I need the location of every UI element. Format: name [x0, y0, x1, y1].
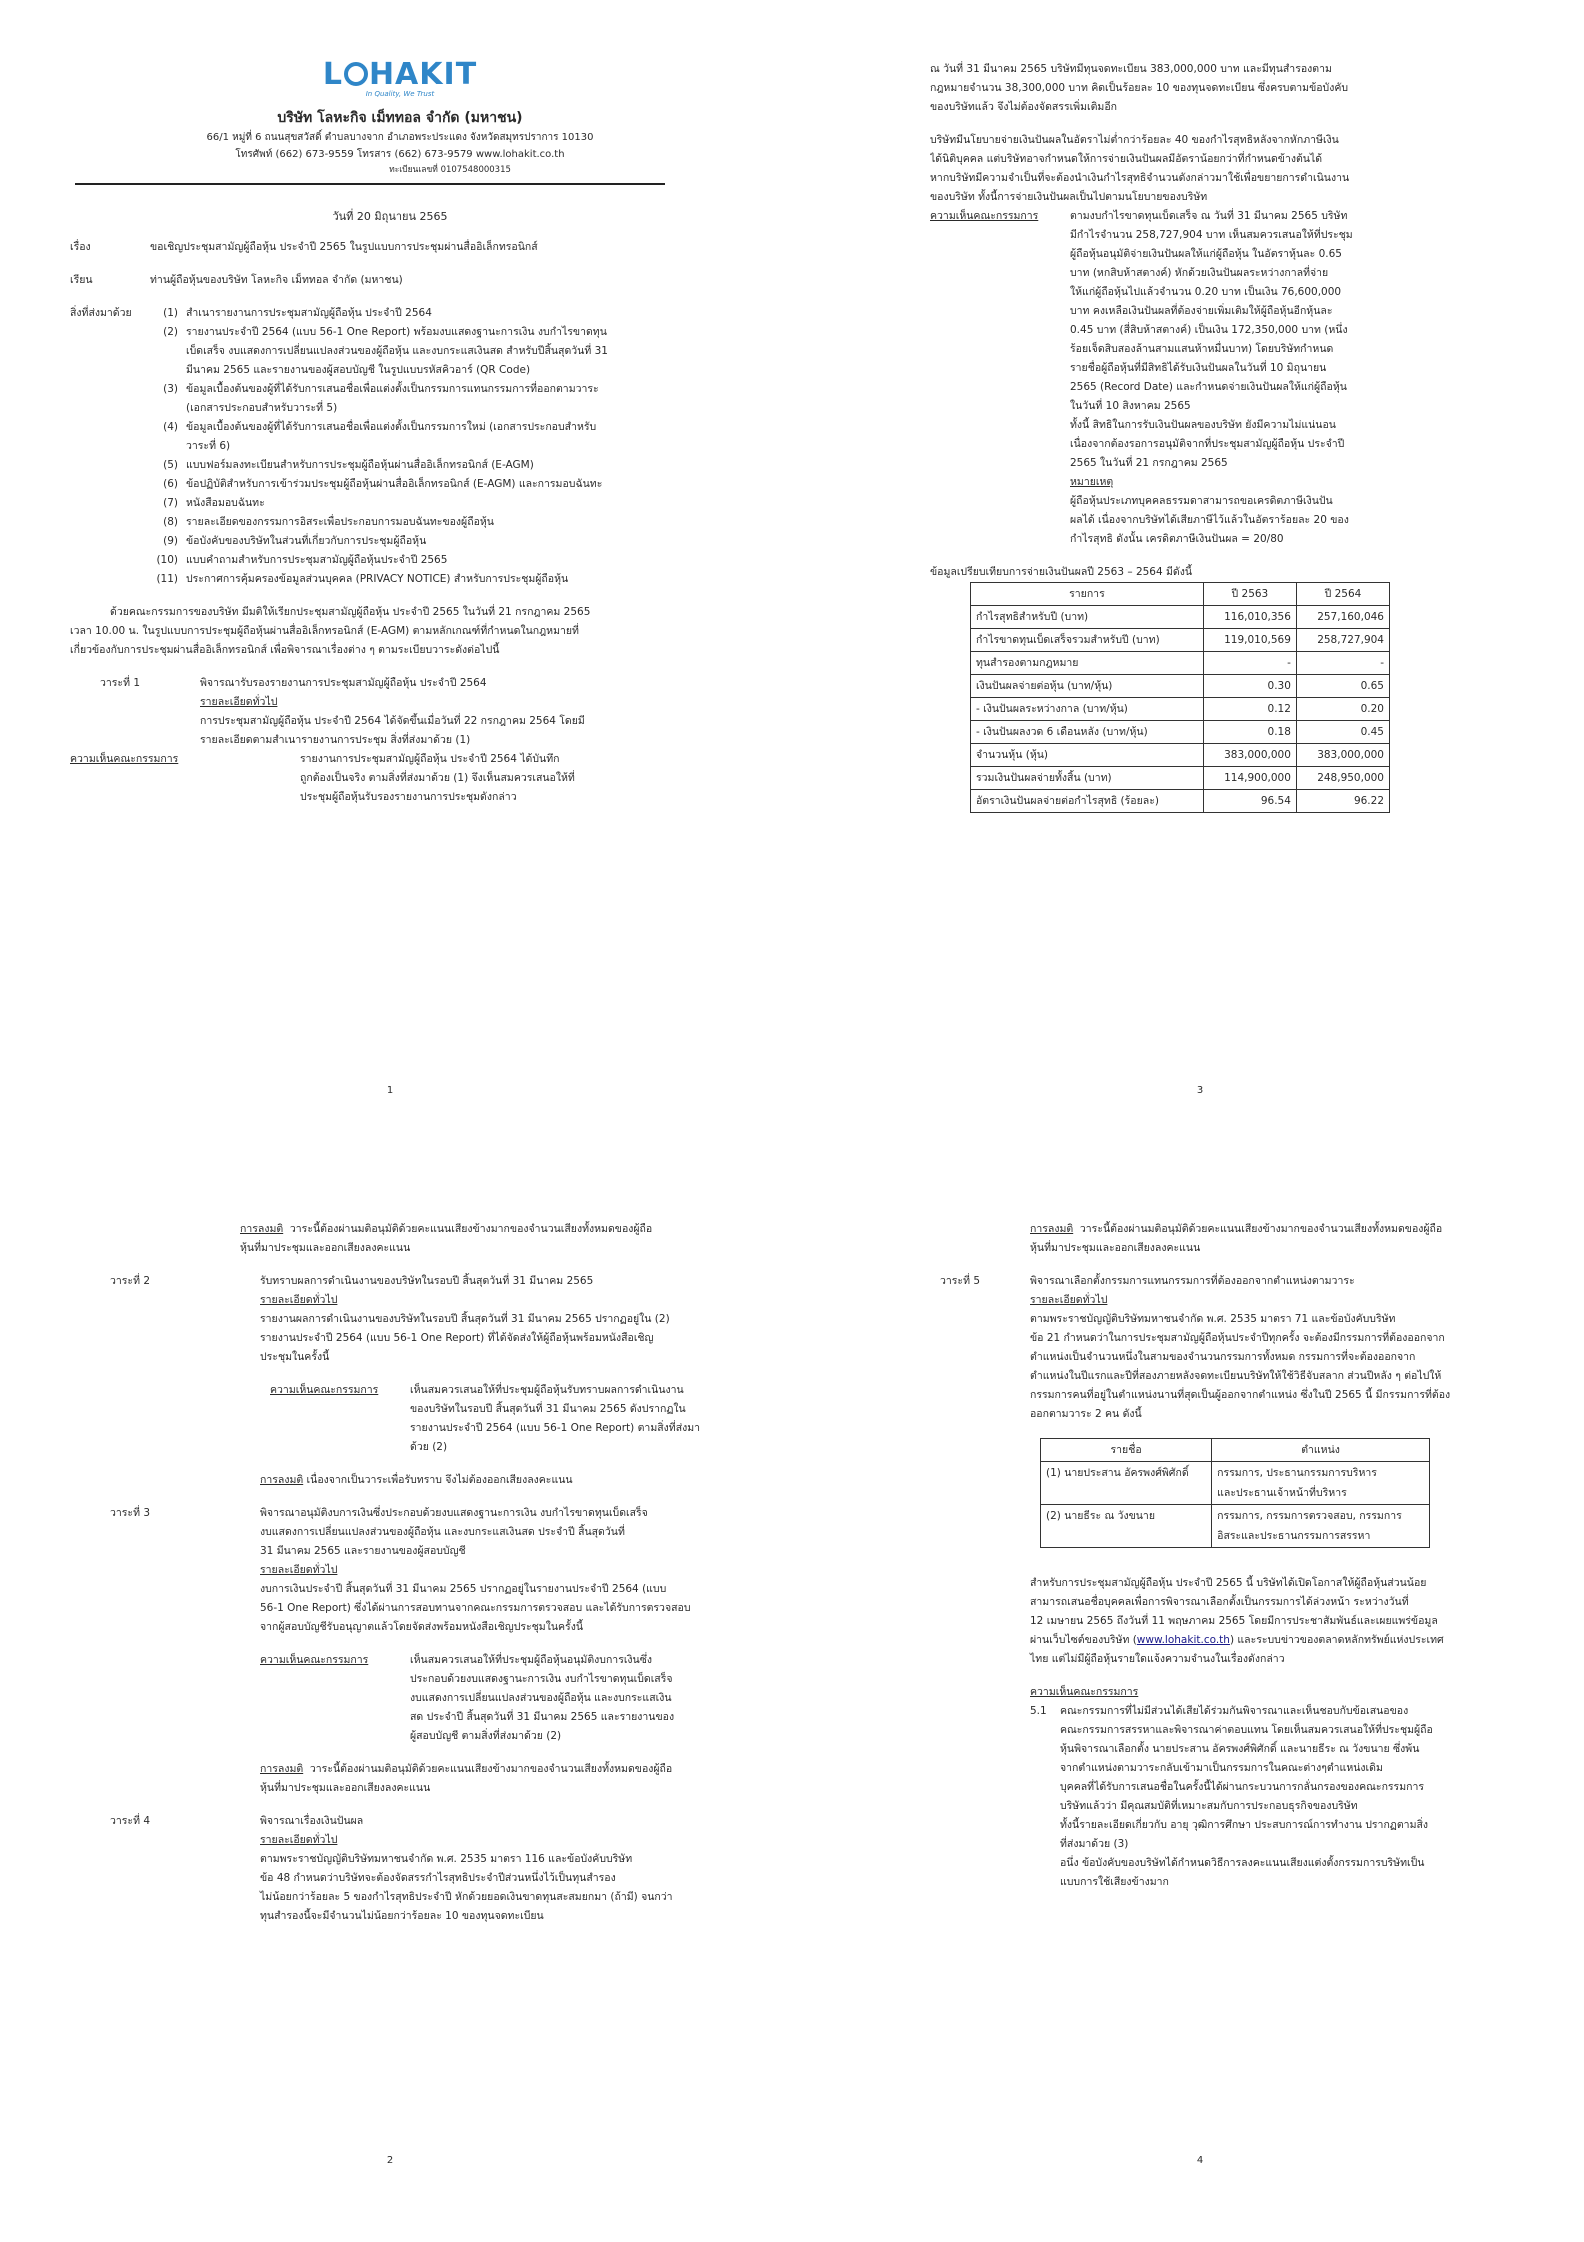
text-line: 12 เมษายน 2565 ถึงวันที่ 11 พฤษภาคม 2565 โดยมีการประชาสัมพันธ์และเผยแพร่ข้อมูล	[1030, 1615, 1438, 1627]
item-line: จากตำแหน่งตามวาระกลับเข้ามาเป็นกรรมการในคณะต่างๆตำแหน่งเดิม	[1060, 1762, 1383, 1774]
table-cell: 0.65	[1296, 675, 1389, 698]
text-line: ของบริษัทแล้ว จึงไม่ต้องจัดสรรเพิ่มเติมอีก	[930, 101, 1118, 113]
intro-line: เกี่ยวข้องกับการประชุมผ่านสื่ออิเล็กทรอนิกส์ เพื่อพิจารณาเรื่องต่าง ๆ ตามระเบียบวาระดังต่อไปนี้	[70, 644, 500, 656]
enclosure-number: (2)	[163, 326, 178, 338]
subject-label: เรื่อง	[70, 241, 91, 253]
opinion-line: รายงานการประชุมสามัญผู้ถือหุ้น ประจำปี 2564 ได้บันทึก	[300, 753, 560, 765]
enclosure-number: (3)	[163, 383, 178, 395]
table-cell: 0.12	[1203, 698, 1296, 721]
text-line: ได้นิติบุคคล แต่บริษัทอาจกำหนดให้การจ่ายเงินปันผลมีอัตราน้อยกว่าที่กำหนดข้างต้นได้	[930, 153, 1323, 165]
item-number: 5.1	[1030, 1705, 1047, 1717]
page-number: 4	[1196, 2155, 1204, 2166]
table-cell: รวมเงินปันผลจ่ายทั้งสิ้น (บาท)	[971, 767, 1204, 790]
vote-text: หุ้นที่มาประชุมและออกเสียงลงคะแนน	[240, 1242, 411, 1254]
table-cell: 0.18	[1203, 721, 1296, 744]
enclosure-line: ข้อบังคับของบริษัทในส่วนที่เกี่ยวกับการประชุมผู้ถือหุ้น	[186, 535, 427, 547]
table-cell: 0.45	[1296, 721, 1389, 744]
subject-row	[70, 238, 710, 257]
opinion-line: มีกำไรจำนวน 258,727,904 บาท เห็นสมควรเสนอให้ที่ประชุม	[1070, 229, 1353, 241]
table-header-cell: รายการ	[971, 583, 1204, 606]
enclosure-text	[186, 323, 608, 380]
vote-text: วาระนี้ต้องผ่านมติอนุมัติด้วยคะแนนเสียงข้างมากของจำนวนเสียงทั้งหมดของผู้ถือ	[309, 1763, 673, 1775]
vote-label: การลงมติ	[260, 1763, 304, 1775]
detail-line: ตามพระราชบัญญัติบริษัทมหาชนจำกัด พ.ศ. 2535 มาตรา 71 และข้อบังคับบริษัท	[1030, 1313, 1396, 1325]
page-2	[70, 1220, 710, 2170]
table-row	[1041, 1462, 1430, 1505]
item-line: คณะกรรมการที่ไม่มีส่วนได้เสียได้ร่วมกันพิจารณาและเห็นชอบกับข้อเสนอของ	[1060, 1705, 1409, 1717]
remark-label: หมายเหตุ	[1070, 476, 1114, 488]
enclosure-number: (6)	[163, 478, 178, 490]
table-cell: 258,727,904	[1296, 629, 1389, 652]
agenda-1-opinion	[70, 750, 710, 807]
table-header-row	[1041, 1439, 1430, 1462]
agenda-1-vote	[70, 1220, 710, 1258]
detail-line: งบการเงินประจำปี สิ้นสุดวันที่ 31 มีนาคม 2565 ปรากฏอยู่ในรายงานประจำปี 2564 (แบบ	[260, 1583, 667, 1595]
detail-line: ออกตามวาระ 2 คน ดังนี้	[1030, 1408, 1142, 1420]
enclosure-text	[186, 475, 602, 494]
agenda-4	[70, 1812, 710, 1926]
opinion-line: ผู้สอบบัญชี ตามสิ่งที่ส่งมาด้วย (2)	[410, 1730, 562, 1742]
enclosure-item	[150, 304, 608, 323]
enclosure-item	[150, 323, 608, 380]
detail-line: 56-1 One Report) ซึ่งได้ผ่านการสอบทานจากคณะกรรมการตรวจสอบ และได้รับการตรวจสอบ	[260, 1602, 691, 1614]
enclosure-text	[186, 494, 265, 513]
enclosure-text	[186, 456, 534, 475]
board-opinion	[930, 207, 1470, 549]
enclosure-text	[186, 513, 494, 532]
logo-tagline: In Quality, We Trust	[365, 90, 435, 98]
agenda-2	[70, 1272, 710, 1490]
enclosure-text	[186, 570, 568, 589]
enclosure-number: (1)	[163, 307, 178, 319]
opinion-line: เห็นสมควรเสนอให้ที่ประชุมผู้ถือหุ้นรับทราบผลการดำเนินงาน	[410, 1384, 684, 1396]
detail-line: จากผู้สอบบัญชีรับอนุญาตแล้วโดยจัดส่งพร้อมหนังสือเชิญประชุมในครั้งนี้	[260, 1621, 583, 1633]
agenda-5-title: พิจารณาเลือกตั้งกรรมการแทนกรรมการที่ต้องออกจากตำแหน่งตามวาระ	[1030, 1275, 1355, 1287]
agenda-5-detail	[1030, 1310, 1450, 1424]
opinion-line: 0.45 บาท (สี่สิบห้าสตางค์) เป็นเงิน 172,350,000 บาท (หนึ่ง	[1070, 324, 1348, 336]
table-row	[971, 629, 1390, 652]
detail-line: กรรมการคนที่อยู่ในตำแหน่งนานที่สุดเป็นผู้ออกจากตำแหน่ง ซึ่งในปี 2565 นี้ มีกรรมการที่ต้อง	[1030, 1389, 1451, 1401]
enclosures-section	[70, 304, 710, 589]
table-row	[971, 721, 1390, 744]
vote-text: หุ้นที่มาประชุมและออกเสียงลงคะแนน	[1030, 1242, 1201, 1254]
remark-body	[1070, 492, 1353, 549]
opinion-label: ความเห็นคณะกรรมการ	[260, 1654, 369, 1666]
enclosure-item	[150, 494, 608, 513]
table-cell: ทุนสำรองตามกฎหมาย	[971, 652, 1204, 675]
table-row	[971, 767, 1390, 790]
table-row	[1041, 1505, 1430, 1548]
enclosure-line: ข้อมูลเบื้องต้นของผู้ที่ได้รับการเสนอชื่อเพื่อแต่งตั้งเป็นกรรมการแทนกรรมการที่ออกตามวาระ	[186, 383, 599, 395]
table-cell: 0.20	[1296, 698, 1389, 721]
opinion-note	[1070, 416, 1353, 473]
note-line: เนื่องจากต้องรอการอนุมัติจากที่ประชุมสามัญผู้ถือหุ้น ประจำปี	[1070, 438, 1345, 450]
enclosure-number: (7)	[163, 497, 178, 509]
dividend-policy-paragraph	[930, 131, 1470, 207]
table-header-cell: รายชื่อ	[1041, 1439, 1212, 1462]
opinion-label: ความเห็นคณะกรรมการ	[70, 753, 179, 765]
table-row	[971, 744, 1390, 767]
director-name: (1) นายประสาน อัครพงศ์พิศักดิ์	[1041, 1462, 1212, 1505]
website-link[interactable]: www.lohakit.co.th	[1136, 1634, 1230, 1646]
table-cell: 383,000,000	[1203, 744, 1296, 767]
text-line: ณ วันที่ 31 มีนาคม 2565 บริษัทมีทุนจดทะเบียน 383,000,000 บาท และมีทุนสำรองตาม	[930, 63, 1332, 75]
enclosure-line: รายละเอียดของกรรมการอิสระเพื่อประกอบการมอบฉันทะของผู้ถือหุ้น	[186, 516, 494, 528]
opinion-line: เห็นสมควรเสนอให้ที่ประชุมผู้ถือหุ้นอนุมัติงบการเงินซึ่ง	[410, 1654, 652, 1666]
table-cell: -	[1296, 652, 1389, 675]
opinion-line: ในวันที่ 10 สิงหาคม 2565	[1070, 400, 1191, 412]
enclosure-text	[186, 551, 447, 570]
opinion-line: ให้แก่ผู้ถือหุ้นไปแล้วจำนวน 0.20 บาท เป็นเงิน 76,600,000	[1070, 286, 1342, 298]
table-row	[971, 698, 1390, 721]
agenda-3-title: พิจารณาอนุมัติงบการเงินซึ่งประกอบด้วยงบแสดงฐานะการเงิน งบกำไรขาดทุนเบ็ดเสร็จ	[260, 1507, 648, 1519]
agenda-3-opinion	[260, 1651, 691, 1746]
detail-line: รายงานผลการดำเนินงานของบริษัทในรอบปี สิ้นสุดวันที่ 31 มีนาคม 2565 ปรากฏอยู่ใน (2)	[260, 1313, 670, 1325]
agenda-4-title: พิจารณาเรื่องเงินปันผล	[260, 1815, 364, 1827]
text-fragment: ผ่านเว็บไซต์ของบริษัท (	[1030, 1634, 1137, 1646]
detail-label: รายละเอียดทั่วไป	[260, 1294, 338, 1306]
opinion-line: ประชุมผู้ถือหุ้นรับรองรายงานการประชุมดังกล่าว	[300, 791, 517, 803]
director-name: (2) นายธีระ ณ วังขนาย	[1041, 1505, 1212, 1548]
table-cell: เงินปันผลจ่ายต่อหุ้น (บาท/หุ้น)	[971, 675, 1204, 698]
position-line: กรรมการ, กรรมการตรวจสอบ, กรรมการ	[1217, 1510, 1402, 1522]
detail-line: ไม่น้อยกว่าร้อยละ 5 ของกำไรสุทธิประจำปี หักด้วยยอดเงินขาดทุนสะสมยกมา (ถ้ามี) จนกว่า	[260, 1891, 673, 1903]
position-line: กรรมการ, ประธานกรรมการบริหาร	[1217, 1467, 1377, 1479]
opinion-line: ของบริษัทในรอบปี สิ้นสุดวันที่ 31 มีนาคม 2565 ดังปรากฏใน	[410, 1403, 686, 1415]
dividend-comparison-table	[970, 582, 1390, 813]
text-line: สามารถเสนอชื่อบุคคลเพื่อการพิจารณาเลือกตั้งเป็นกรรมการได้ล่วงหน้า ระหว่างวันที่	[1030, 1596, 1409, 1608]
position-line: อิสระและประธานกรรมการสรรหา	[1217, 1530, 1371, 1542]
agenda-1-detail-label: รายละเอียดทั่วไป	[200, 696, 278, 708]
intro-paragraph	[70, 603, 710, 660]
table-header-cell: ปี 2564	[1296, 583, 1389, 606]
table-cell: 116,010,356	[1203, 606, 1296, 629]
detail-line: ข้อ 21 กำหนดว่าในการประชุมสามัญผู้ถือหุ้นประจำปีทุกครั้ง จะต้องมีกรรมการที่ต้องออกจาก	[1030, 1332, 1445, 1344]
enclosure-number: (4)	[163, 421, 178, 433]
opinion-line: รายชื่อผู้ถือหุ้นที่มีสิทธิได้รับเงินปันผลในวันที่ 10 มิถุนายน	[1070, 362, 1327, 374]
opinion-line: บาท (หกสิบห้าสตางค์) หักด้วยเงินปันผลระหว่างกาลที่จ่าย	[1070, 267, 1329, 279]
enclosure-number: (11)	[156, 573, 178, 585]
enclosure-line: เบ็ดเสร็จ งบแสดงการเปลี่ยนแปลงส่วนของผู้ถือหุ้น และงบกระแสเงินสด สำหรับปีสิ้นสุดวันที่ 31	[186, 345, 608, 357]
director-position	[1212, 1462, 1430, 1505]
page-3	[930, 60, 1470, 1100]
table-header-cell: ปี 2563	[1203, 583, 1296, 606]
opinion-label: ความเห็นคณะกรรมการ	[930, 210, 1039, 222]
detail-label: รายละเอียดทั่วไป	[1030, 1294, 1108, 1306]
enclosures-list	[150, 304, 608, 589]
enclosure-text	[186, 532, 426, 551]
table-cell: 257,160,046	[1296, 606, 1389, 629]
opinion-line: ประกอบด้วยงบแสดงฐานะการเงิน งบกำไรขาดทุนเบ็ดเสร็จ	[410, 1673, 673, 1685]
detail-label: รายละเอียดทั่วไป	[260, 1834, 338, 1846]
position-line: และประธานเจ้าหน้าที่บริหาร	[1217, 1487, 1347, 1499]
enclosure-item	[150, 513, 608, 532]
table-cell: อัตราเงินปันผลจ่ายต่อกำไรสุทธิ (ร้อยละ)	[971, 790, 1204, 813]
table-cell: กำไรขาดทุนเบ็ดเสร็จรวมสำหรับปี (บาท)	[971, 629, 1204, 652]
intro-line: เวลา 10.00 น. ในรูปแบบการประชุมผู้ถือหุ้นผ่านสื่ออิเล็กทรอนิกส์ (E-AGM) ตามหลักเกณฑ์ที่กำหนดในกฎหมายที่	[70, 625, 579, 637]
company-name: บริษัท โลหะกิจ เม็ททอล จำกัด (มหาชน)	[277, 110, 523, 126]
enclosure-number: (10)	[156, 554, 178, 566]
note-line: ทั้งนี้ สิทธิในการรับเงินปันผลของบริษัท ยังมีความไม่แน่นอน	[1070, 419, 1336, 431]
agenda-1-title: พิจารณารับรองรายงานการประชุมสามัญผู้ถือหุ้น ประจำปี 2564	[200, 677, 487, 689]
text-line: บริษัทมีนโยบายจ่ายเงินปันผลในอัตราไม่ต่ำกว่าร้อยละ 40 ของกำไรสุทธิหลังจากหักภาษีเงิน	[930, 134, 1339, 146]
table-cell: - เงินปันผลงวด 6 เดือนหลัง (บาท/หุ้น)	[971, 721, 1204, 744]
opinion-body	[1070, 207, 1353, 416]
vote-text: วาระนี้ต้องผ่านมติอนุมัติด้วยคะแนนเสียงข้างมากของจำนวนเสียงทั้งหมดของผู้ถือ	[289, 1223, 653, 1235]
detail-line: ตำแหน่งเป็นจำนวนหนึ่งในสามของจำนวนกรรมการทั้งหมด กรรมการที่จะต้องออกจาก	[1030, 1351, 1416, 1363]
enclosure-line: (เอกสารประกอบสำหรับวาระที่ 5)	[186, 402, 338, 414]
detail-line: ทุนสำรองนี้จะมีจำนวนไม่น้อยกว่าร้อยละ 10 ของทุนจดทะเบียน	[260, 1910, 544, 1922]
agenda-1-detail-line: การประชุมสามัญผู้ถือหุ้น ประจำปี 2564 ได้จัดขึ้นเมื่อวันที่ 22 กรกฎาคม 2564 โดยมี	[200, 715, 585, 727]
item-line: คณะกรรมการสรรหาและพิจารณาค่าตอบแทน โดยเห็นสมควรเสนอให้ที่ประชุมผู้ถือ	[1060, 1724, 1433, 1736]
vote-label: การลงมติ	[260, 1474, 304, 1486]
enclosure-number: (8)	[163, 516, 178, 528]
detail-line: รายงานประจำปี 2564 (แบบ 56-1 One Report) ที่ได้จัดส่งให้ผู้ถือหุ้นพร้อมหนังสือเชิญ	[260, 1332, 654, 1344]
agenda-2-title: รับทราบผลการดำเนินงานของบริษัทในรอบปี สิ้นสุดวันที่ 31 มีนาคม 2565	[260, 1275, 594, 1287]
comparison-title: ข้อมูลเปรียบเทียบการจ่ายเงินปันผลปี 2563 – 2564 มีดังนี้	[930, 566, 1193, 578]
agenda-2-opinion	[260, 1381, 700, 1457]
detail-line: ข้อ 48 กำหนดว่าบริษัทจะต้องจัดสรรกำไรสุทธิประจำปีส่วนหนึ่งไว้เป็นทุนสำรอง	[260, 1872, 616, 1884]
enclosure-item	[150, 532, 608, 551]
note-line: 2565 ในวันที่ 21 กรกฎาคม 2565	[1070, 457, 1228, 469]
enclosure-line: มีนาคม 2565 และรายงานของผู้สอบบัญชี ในรูปแบบรหัสคิวอาร์ (QR Code)	[186, 364, 531, 376]
company-logo	[90, 60, 710, 99]
reserve-paragraph	[930, 60, 1470, 117]
table-row	[971, 652, 1390, 675]
enclosure-line: วาระที่ 6)	[186, 440, 231, 452]
agenda-1	[70, 674, 710, 750]
enclosure-line: ข้อปฏิบัติสำหรับการเข้าร่วมประชุมผู้ถือหุ้นผ่านสื่ออิเล็กทรอนิกส์ (E-AGM) และการมอบฉันทะ	[186, 478, 603, 490]
recipient-text: ท่านผู้ถือหุ้นของบริษัท โลหะกิจ เม็ททอล จำกัด (มหาชน)	[150, 274, 403, 286]
remark-line: ผู้ถือหุ้นประเภทบุคคลธรรมดาสามารถขอเครดิตภาษีเงินปัน	[1070, 495, 1333, 507]
agenda-4-vote	[930, 1220, 1470, 1258]
page-4	[930, 1220, 1470, 2170]
enclosures-label: สิ่งที่ส่งมาด้วย	[70, 307, 132, 319]
page-number: 2	[386, 2155, 394, 2166]
table-cell: 383,000,000	[1296, 744, 1389, 767]
table-cell: 114,900,000	[1203, 767, 1296, 790]
agenda-3-label: วาระที่ 3	[110, 1507, 151, 1519]
detail-label: รายละเอียดทั่วไป	[260, 1564, 338, 1576]
table-row	[971, 790, 1390, 813]
opinion-label: ความเห็นคณะกรรมการ	[1030, 1686, 1139, 1698]
text-line: ไทย แต่ไม่มีผู้ถือหุ้นรายใดแจ้งความจำนงในเรื่องดังกล่าว	[1030, 1653, 1285, 1665]
agenda-1-label: วาระที่ 1	[100, 677, 141, 689]
opinion-line: สด ประจำปี สิ้นสุดวันที่ 31 มีนาคม 2565 และรายงานของ	[410, 1711, 675, 1723]
intro-line: ด้วยคณะกรรมการของบริษัท มีมติให้เรียกประชุมสามัญผู้ถือหุ้น ประจำปี 2565 ในวันที่ 21 กรกฎาคม 2565	[110, 606, 591, 618]
opinion-line: บาท คงเหลือเงินปันผลที่ต้องจ่ายเพิ่มเติมให้ผู้ถือหุ้นอีกหุ้นละ	[1070, 305, 1333, 317]
vote-label: การลงมติ	[240, 1223, 284, 1235]
item-line: ที่ส่งมาด้วย (3)	[1060, 1838, 1129, 1850]
page-1	[70, 60, 710, 1100]
enclosure-line: หนังสือมอบฉันทะ	[186, 497, 265, 509]
agenda-2-label: วาระที่ 2	[110, 1275, 151, 1287]
text-line: ของบริษัท ทั้งนี้การจ่ายเงินปันผลเป็นไปตามนโยบายของบริษัท	[930, 191, 1208, 203]
table-cell: 96.22	[1296, 790, 1389, 813]
director-position	[1212, 1505, 1430, 1548]
vote-text: เนื่องจากเป็นวาระเพื่อรับทราบ จึงไม่ต้องออกเสียงลงคะแนน	[306, 1474, 573, 1486]
item-line: หุ้นพิจารณาเลือกตั้ง นายประสาน อัครพงศ์พิศักดิ์ และนายธีระ ณ วังขนาย ซึ่งพ้น	[1060, 1743, 1420, 1755]
item-line: บุคคลที่ได้รับการเสนอชื่อในครั้งนี้ได้ผ่านกระบวนการกลั่นกรองของคณะกรรมการ	[1060, 1781, 1425, 1793]
logo-wordmark: L HAKIT	[322, 60, 478, 92]
enclosure-number: (9)	[163, 535, 178, 547]
opinion-line: ถูกต้องเป็นจริง ตามสิ่งที่ส่งมาด้วย (1) จึงเห็นสมควรเสนอให้ที่	[300, 772, 575, 784]
opinion-label: ความเห็นคณะกรรมการ	[270, 1384, 379, 1396]
enclosure-item	[150, 570, 608, 589]
item-body	[1060, 1702, 1433, 1892]
enclosure-item	[150, 418, 608, 456]
vote-text: วาระนี้ต้องผ่านมติอนุมัติด้วยคะแนนเสียงข้างมากของจำนวนเสียงทั้งหมดของผู้ถือ	[1079, 1223, 1443, 1235]
item-line: แบบการใช้เสียงข้างมาก	[1060, 1876, 1169, 1888]
text-line	[1030, 1631, 1450, 1650]
opinion-line: รายงานประจำปี 2564 (แบบ 56-1 One Report) ตามสิ่งที่ส่งมา	[410, 1422, 701, 1434]
enclosure-text	[186, 380, 599, 418]
opinion-line: ร้อยเจ็ดสิบสองล้านสามแสนห้าหมื่นบาท) โดยบริษัทกำหนด	[1070, 343, 1334, 355]
page-number: 1	[386, 1085, 394, 1096]
table-row	[971, 675, 1390, 698]
table-cell: 0.30	[1203, 675, 1296, 698]
enclosure-item	[150, 475, 608, 494]
item-line: ทั้งนี้รายละเอียดเกี่ยวกับ อายุ วุฒิการศึกษา ประสบการณ์การทำงาน ปรากฏตามสิ่ง	[1060, 1819, 1429, 1831]
detail-line: ตามพระราชบัญญัติบริษัทมหาชนจำกัด พ.ศ. 2535 มาตรา 116 และข้อบังคับบริษัท	[260, 1853, 633, 1865]
company-address: 66/1 หมู่ที่ 6 ถนนสุขสวัสดิ์ ตำบลบางจาก อำเภอพระประแดง จังหวัดสมุทรปราการ 10130	[206, 132, 594, 143]
enclosure-text	[186, 418, 596, 456]
retiring-directors-table	[1040, 1438, 1430, 1548]
recipient-label: เรียน	[70, 274, 93, 286]
enclosure-line: แบบคำถามสำหรับการประชุมสามัญผู้ถือหุ้นประจำปี 2565	[186, 554, 448, 566]
header-divider	[75, 183, 665, 185]
enclosure-number: (5)	[163, 459, 178, 471]
opinion-line: 2565 (Record Date) และกำหนดจ่ายเงินปันผลให้แก่ผู้ถือหุ้น	[1070, 381, 1347, 393]
table-cell: จำนวนหุ้น (หุ้น)	[971, 744, 1204, 767]
table-cell: กำไรสุทธิสำหรับปี (บาท)	[971, 606, 1204, 629]
remark-line: ผลได้ เนื่องจากบริษัทได้เสียภาษีไว้แล้วในอัตราร้อยละ 20 ของ	[1070, 514, 1349, 526]
agenda-5-label: วาระที่ 5	[940, 1275, 981, 1287]
enclosure-text	[186, 304, 432, 323]
enclosure-line: ประกาศการคุ้มครองข้อมูลส่วนบุคคล (PRIVACY NOTICE) สำหรับการประชุมผู้ถือหุ้น	[186, 573, 569, 585]
enclosure-item	[150, 551, 608, 570]
enclosure-line: รายงานประจำปี 2564 (แบบ 56-1 One Report) พร้อมงบแสดงฐานะการเงิน งบกำไรขาดทุน	[186, 326, 607, 338]
table-cell: 96.54	[1203, 790, 1296, 813]
table-header-cell: ตำแหน่ง	[1212, 1439, 1430, 1462]
detail-line: ตำแหน่งในปีแรกและปีที่สองภายหลังจดทะเบียนบริษัทให้ใช้วิธีจับสลาก ส่วนปีหลัง ๆ ต่อไปให้	[1030, 1370, 1442, 1382]
opinion-line: ตามงบกำไรขาดทุนเบ็ดเสร็จ ณ วันที่ 31 มีนาคม 2565 บริษัท	[1070, 210, 1348, 222]
table-cell: -	[1203, 652, 1296, 675]
table-header-row	[971, 583, 1390, 606]
table-cell: 248,950,000	[1296, 767, 1389, 790]
table-cell: 119,010,569	[1203, 629, 1296, 652]
opinion-line: ด้วย (2)	[410, 1441, 448, 1453]
opinion-line: งบแสดงการเปลี่ยนแปลงส่วนของผู้ถือหุ้น และงบกระแสเงิน	[410, 1692, 672, 1704]
agenda-3-title: 31 มีนาคม 2565 และรายงานของผู้สอบบัญชี	[260, 1545, 466, 1557]
text-line: สำหรับการประชุมสามัญผู้ถือหุ้น ประจำปี 2565 นี้ บริษัทได้เปิดโอกาสให้ผู้ถือหุ้นส่วนน้อย	[1030, 1577, 1427, 1589]
agenda-3	[70, 1504, 710, 1798]
vote-label: การลงมติ	[1030, 1223, 1074, 1235]
text-line: กฎหมายจำนวน 38,300,000 บาท คิดเป็นร้อยละ 10 ของทุนจดทะเบียน ซึ่งครบตามข้อบังคับ	[930, 82, 1349, 94]
subject-text: ขอเชิญประชุมสามัญผู้ถือหุ้น ประจำปี 2565 ในรูปแบบการประชุมผ่านสื่ออิเล็กทรอนิกส์	[150, 241, 538, 253]
item-line: อนึ่ง ข้อบังคับของบริษัทได้กำหนดวิธีการลงคะแนนเสียงแต่งตั้งกรรมการบริษัทเป็น	[1060, 1857, 1425, 1869]
enclosure-line: ข้อมูลเบื้องต้นของผู้ที่ได้รับการเสนอชื่อเพื่อแต่งตั้งเป็นกรรมการใหม่ (เอกสารประกอบสำหรับ	[186, 421, 597, 433]
text-fragment: ) และระบบข่าวของตลาดหลักทรัพย์แห่งประเทศ	[1229, 1634, 1444, 1646]
vote-text: หุ้นที่มาประชุมและออกเสียงลงคะแนน	[260, 1782, 431, 1794]
opinion-item-5-1	[1030, 1702, 1450, 1892]
detail-line: ประชุมในครั้งนี้	[260, 1351, 330, 1363]
page-number: 3	[1196, 1085, 1204, 1096]
enclosure-item	[150, 380, 608, 418]
opinion-line: ผู้ถือหุ้นอนุมัติจ่ายเงินปันผลให้แก่ผู้ถือหุ้น ในอัตราหุ้นละ 0.65	[1070, 248, 1342, 260]
enclosure-item	[150, 456, 608, 475]
remark-line: กำไรสุทธิ ดังนั้น เครดิตภาษีเงินปันผล = 20/80	[1070, 533, 1284, 545]
agenda-4-label: วาระที่ 4	[110, 1815, 151, 1827]
agenda-5	[930, 1272, 1470, 1892]
enclosure-line: แบบฟอร์มลงทะเบียนสำหรับการประชุมผู้ถือหุ้นผ่านสื่ออิเล็กทรอนิกส์ (E-AGM)	[186, 459, 534, 471]
table-cell: - เงินปันผลระหว่างกาล (บาท/หุ้น)	[971, 698, 1204, 721]
agenda-3-title: งบแสดงการเปลี่ยนแปลงส่วนของผู้ถือหุ้น และงบกระแสเงินสด ประจำปี สิ้นสุดวันที่	[260, 1526, 625, 1538]
company-registration: ทะเบียนเลขที่ 0107548000315	[389, 165, 511, 175]
agenda-1-detail-line: รายละเอียดตามสำเนารายงานการประชุม สิ่งที่ส่งมาด้วย (1)	[200, 734, 471, 746]
recipient-row	[70, 271, 710, 290]
table-row	[971, 606, 1390, 629]
enclosure-line: สำเนารายงานการประชุมสามัญผู้ถือหุ้น ประจำปี 2564	[186, 307, 432, 319]
company-contact: โทรศัพท์ (662) 673-9559 โทรสาร (662) 673-9579 www.lohakit.co.th	[235, 149, 565, 160]
text-line: หากบริษัทมีความจำเป็นที่จะต้องนำเงินกำไรสุทธิจำนวนดังกล่าวมาใช้เพื่อขยายการดำเนินงาน	[930, 172, 1350, 184]
letter-date: วันที่ 20 มิถุนายน 2565	[332, 210, 448, 223]
item-line: บริษัทแล้วว่า มีคุณสมบัติที่เหมาะสมกับการประกอบธุรกิจของบริษัท	[1060, 1800, 1358, 1812]
